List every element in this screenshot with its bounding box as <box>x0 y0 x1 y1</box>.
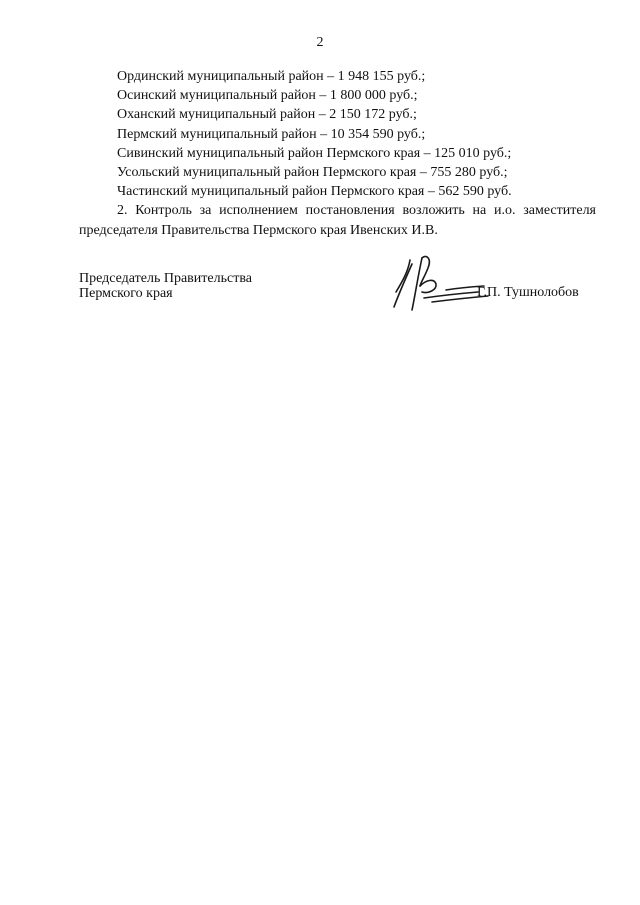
handwritten-signature <box>388 252 508 314</box>
list-item: Оханский муниципальный район – 2 150 172 руб.; <box>117 107 417 123</box>
clause-line-1: 2. Контроль за исполнением постановления возложить на и.о. заместителя <box>117 203 596 218</box>
signer-position-line-2: Пермского края <box>79 285 173 301</box>
list-item: Сивинский муниципальный район Пермского края – 125 010 руб.; <box>117 145 512 161</box>
clause-line-2: председателя Правительства Пермского края Ивенских И.В. <box>79 222 438 238</box>
signer-position-line-1: Председатель Правительства <box>79 271 252 286</box>
page-number: 2 <box>316 35 324 50</box>
district-allocation-list <box>117 67 512 201</box>
signer-position <box>79 272 252 301</box>
control-clause <box>79 201 596 240</box>
list-item: Ординский муниципальный район – 1 948 155 руб.; <box>117 69 426 84</box>
signer-name: Г.П. Тушнолобов <box>477 285 579 300</box>
list-item: Частинский муниципальный район Пермского края – 562 590 руб. <box>117 184 512 200</box>
list-item: Пермский муниципальный район – 10 354 590 руб.; <box>117 126 426 142</box>
list-item: Осинский муниципальный район – 1 800 000 руб.; <box>117 88 418 104</box>
list-item: Усольский муниципальный район Пермского края – 755 280 руб.; <box>117 165 508 181</box>
